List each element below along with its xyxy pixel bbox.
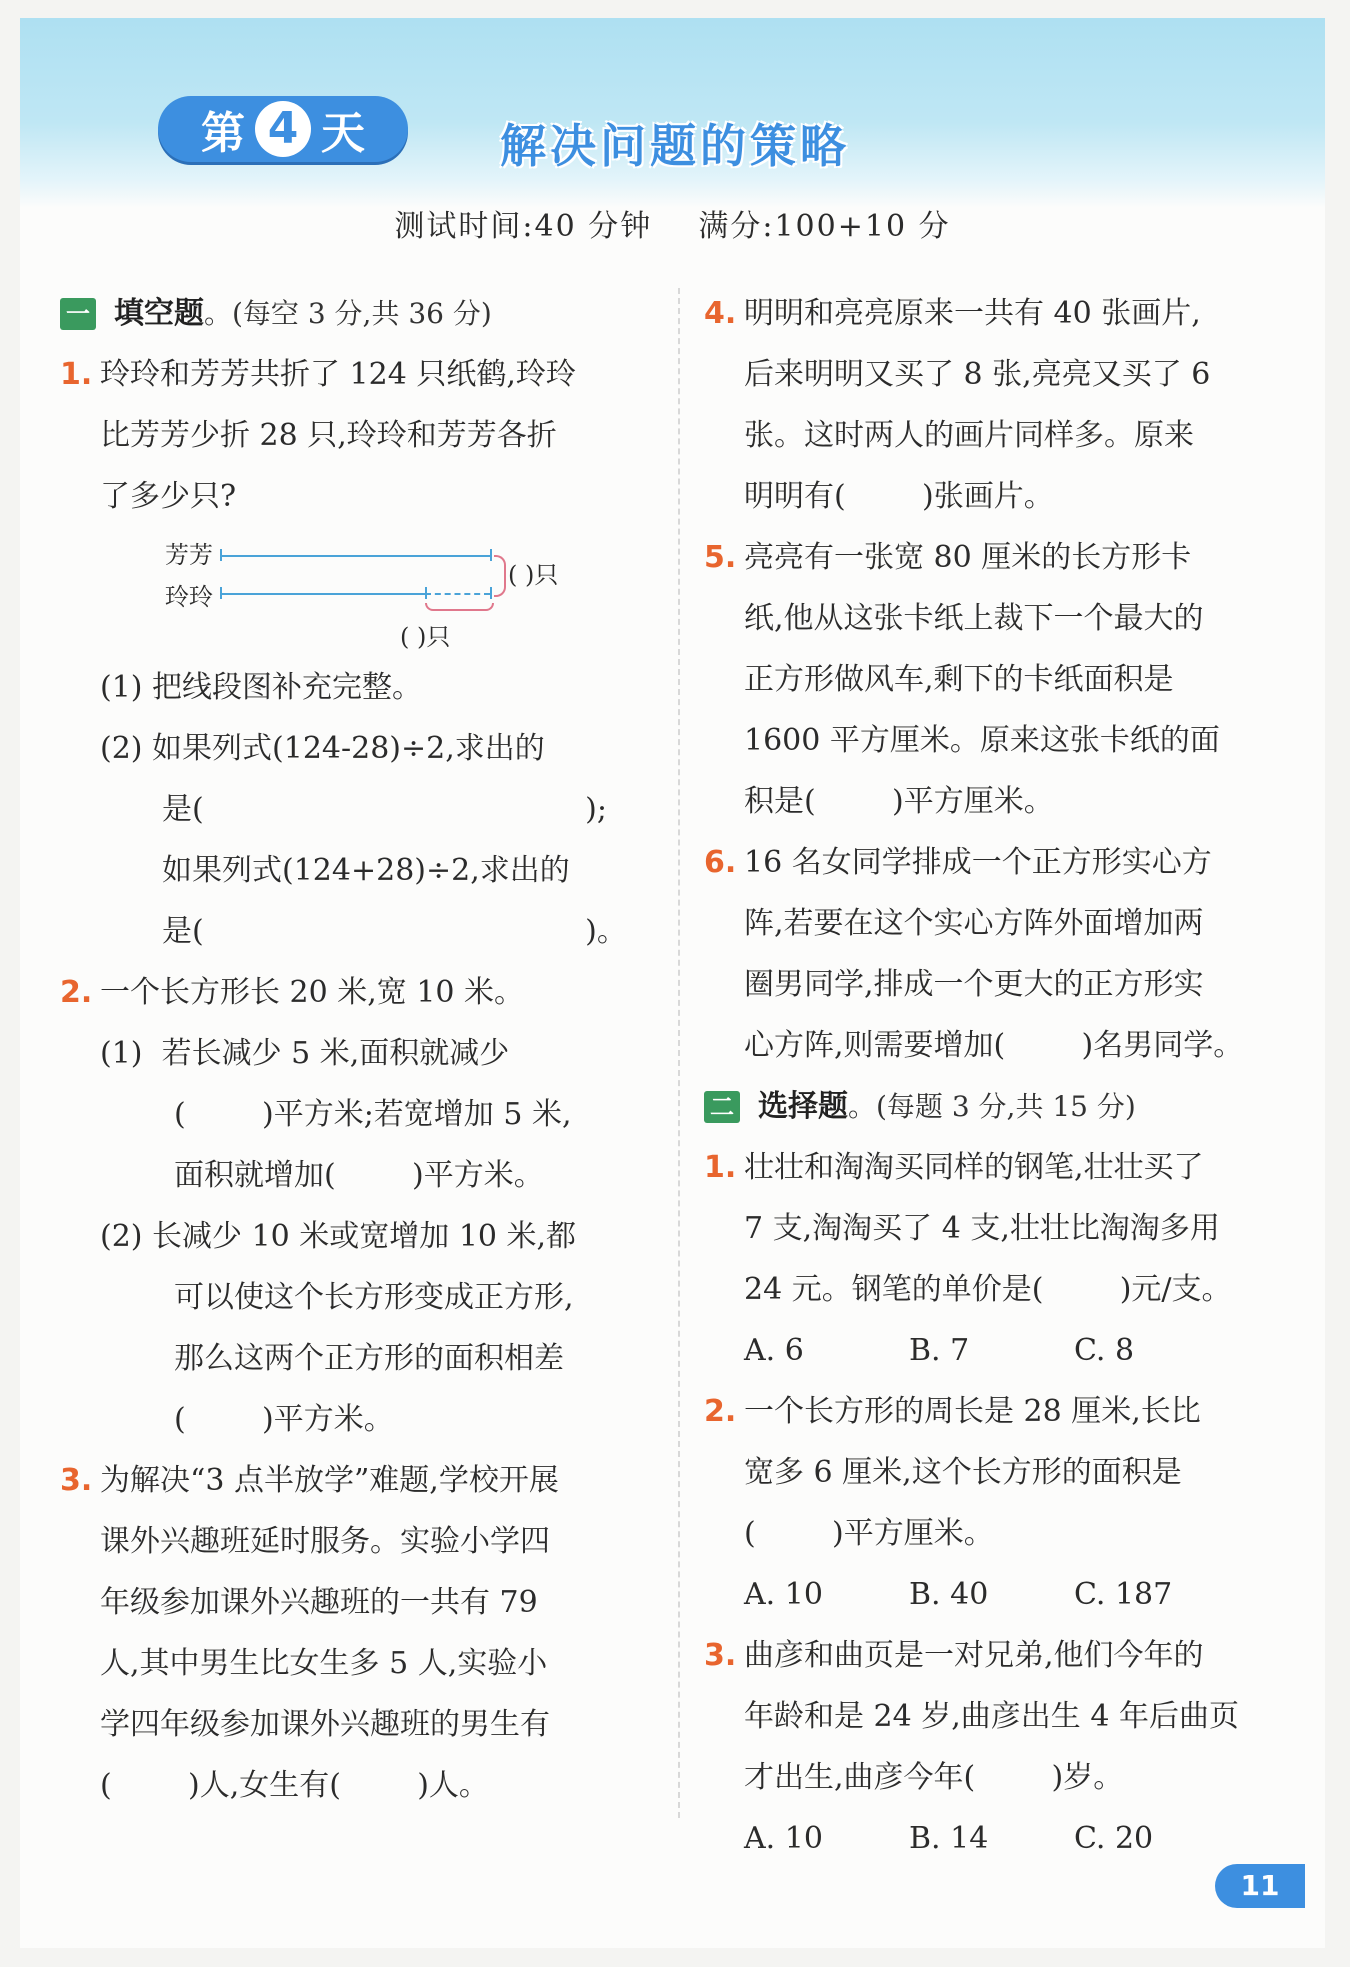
question-text: 一个长方形的周长是 28 厘米,长比: [744, 1394, 1201, 1429]
section-1-header: [60, 283, 660, 344]
section-1-title: 填空题: [114, 296, 204, 331]
diagram-blank-total: ( )只: [508, 561, 559, 589]
question-number: 5.: [704, 540, 737, 575]
question-text: 积是( )平方厘米。: [744, 784, 1054, 819]
question-text: 宽多 6 厘米,这个长方形的面积是: [744, 1455, 1182, 1490]
question-text: 张。这时两人的画片同样多。原来: [744, 418, 1194, 453]
section-2-number: 二: [704, 1091, 740, 1123]
page-number: 11: [1215, 1864, 1305, 1908]
segment-tick: [425, 587, 427, 599]
option-a[interactable]: A. 10: [744, 1821, 823, 1856]
answer-blank-line: 是( );: [162, 792, 607, 827]
option-c[interactable]: C. 20: [1074, 1821, 1154, 1856]
question-number: 2.: [60, 975, 93, 1010]
question-text: 7 支,淘淘买了 4 支,壮壮比淘淘多用: [744, 1211, 1220, 1246]
question-text: 明明有( )张画片。: [744, 479, 1054, 514]
diagram-label-lingling: 玲玲: [165, 583, 213, 611]
question-part-2-text: 可以使这个长方形变成正方形,: [174, 1280, 574, 1315]
segment-diagram: [60, 527, 660, 657]
question-6: [704, 832, 1294, 1076]
question-number: 1.: [60, 357, 93, 392]
segment-fangfang: [220, 555, 490, 557]
option-b[interactable]: B. 7: [909, 1333, 970, 1368]
brace-total: [494, 555, 506, 597]
segment-tick: [220, 549, 222, 561]
question-text: 16 名女同学排成一个正方形实心方: [744, 845, 1212, 880]
answer-options: [704, 1564, 1294, 1625]
left-column: [60, 283, 660, 1816]
question-5: [704, 527, 1294, 832]
question-part-2: (2) 如果列式(124-28)÷2,求出的: [100, 731, 545, 766]
day-badge: [158, 96, 408, 162]
section-2-note: 。(每题 3 分,共 15 分): [848, 1090, 1136, 1123]
segment-tick: [490, 549, 492, 561]
answer-blank-line: 是( )。: [162, 914, 627, 949]
question-text: 阵,若要在这个实心方阵外面增加两: [744, 906, 1204, 941]
question-text: 后来明明又买了 8 张,亮亮又买了 6: [744, 357, 1211, 392]
question-number: 1.: [704, 1150, 737, 1185]
section-1-number: 一: [60, 298, 96, 330]
segment-dashed-extension: [425, 593, 490, 595]
worksheet-page: [20, 18, 1325, 1948]
question-text: 壮壮和淘淘买同样的钢笔,壮壮买了: [744, 1150, 1204, 1185]
question-text: 心方阵,则需要增加( )名男同学。: [744, 1028, 1244, 1063]
question-part-1: (1) 把线段图补充完整。: [100, 670, 423, 705]
answer-options: [704, 1320, 1294, 1381]
question-text: 学四年级参加课外兴趣班的男生有: [100, 1707, 550, 1742]
question-text: 明明和亮亮原来一共有 40 张画片,: [744, 296, 1201, 331]
question-text: 才出生,曲彦今年( )岁。: [744, 1760, 1124, 1795]
diagram-blank-difference: ( )只: [400, 623, 451, 651]
question-text: 24 元。钢笔的单价是( )元/支。: [744, 1272, 1232, 1307]
question-number: 6.: [704, 845, 737, 880]
question-4: [704, 283, 1294, 527]
choice-question-1: [704, 1137, 1294, 1381]
option-a[interactable]: A. 10: [744, 1577, 823, 1612]
question-part-1-text: ( )平方米;若宽增加 5 米,: [174, 1097, 572, 1132]
question-part-2-text: 如果列式(124+28)÷2,求出的: [162, 853, 570, 888]
day-prefix: 第: [201, 108, 245, 159]
question-text: 亮亮有一张宽 80 厘米的长方形卡: [744, 540, 1192, 575]
question-text: 比芳芳少折 28 只,玲玲和芳芳各折: [100, 418, 557, 453]
question-text: 曲彦和曲页是一对兄弟,他们今年的: [744, 1638, 1204, 1673]
question-3: [60, 1450, 660, 1816]
question-part-1-text: 面积就增加( )平方米。: [174, 1158, 544, 1193]
section-2-header: [704, 1076, 1294, 1137]
column-divider: [678, 288, 680, 1818]
question-2: [60, 962, 660, 1450]
question-number: 3.: [60, 1463, 93, 1498]
question-number: 2.: [704, 1394, 737, 1429]
day-suffix: 天: [321, 108, 365, 159]
choice-question-3: [704, 1625, 1294, 1869]
question-number: 3.: [704, 1638, 737, 1673]
question-text: 年龄和是 24 岁,曲彦出生 4 年后曲页: [744, 1699, 1239, 1734]
question-text: ( )人,女生有( )人。: [100, 1768, 489, 1803]
question-part-2: (2) 长减少 10 米或宽增加 10 米,都: [100, 1219, 577, 1254]
option-c[interactable]: C. 187: [1074, 1577, 1173, 1612]
test-info: 测试时间:40 分钟 满分:100+10 分: [394, 209, 951, 244]
question-text: 了多少只?: [100, 479, 237, 514]
section-1-note: 。(每空 3 分,共 36 分): [204, 297, 492, 330]
page-title: 解决问题的策略: [500, 119, 850, 173]
question-text: 人,其中男生比女生多 5 人,实验小: [100, 1646, 548, 1681]
question-text: 1600 平方厘米。原来这张卡纸的面: [744, 723, 1220, 758]
option-c[interactable]: C. 8: [1074, 1333, 1135, 1368]
day-number: 4: [255, 101, 311, 157]
question-1: [60, 344, 660, 962]
segment-tick: [220, 587, 222, 599]
answer-options: [704, 1808, 1294, 1869]
question-text: 课外兴趣班延时服务。实验小学四: [100, 1524, 550, 1559]
segment-lingling: [220, 593, 425, 595]
option-b[interactable]: B. 40: [909, 1577, 989, 1612]
question-part-2-text: ( )平方米。: [174, 1402, 394, 1437]
question-text: 年级参加课外兴趣班的一共有 79: [100, 1585, 538, 1620]
right-column: [704, 283, 1294, 1869]
question-text: 正方形做风车,剩下的卡纸面积是: [744, 662, 1174, 697]
option-b[interactable]: B. 14: [909, 1821, 989, 1856]
section-2-title: 选择题: [758, 1089, 848, 1124]
diagram-label-fangfang: 芳芳: [165, 541, 213, 569]
question-text: 玲玲和芳芳共折了 124 只纸鹤,玲玲: [100, 357, 576, 392]
question-text: 圈男同学,排成一个更大的正方形实: [744, 967, 1204, 1002]
question-text: 一个长方形长 20 米,宽 10 米。: [100, 975, 525, 1010]
question-part-2-text: 那么这两个正方形的面积相差: [174, 1341, 564, 1376]
question-part-1: (1) 若长减少 5 米,面积就减少: [100, 1036, 510, 1071]
brace-difference: [425, 603, 494, 611]
option-a[interactable]: A. 6: [744, 1333, 804, 1368]
question-number: 4.: [704, 296, 737, 331]
question-text: 纸,他从这张卡纸上裁下一个最大的: [744, 601, 1204, 636]
choice-question-2: [704, 1381, 1294, 1625]
question-text: ( )平方厘米。: [744, 1516, 994, 1551]
segment-tick: [490, 587, 492, 599]
question-text: 为解决“3 点半放学”难题,学校开展: [100, 1463, 559, 1498]
